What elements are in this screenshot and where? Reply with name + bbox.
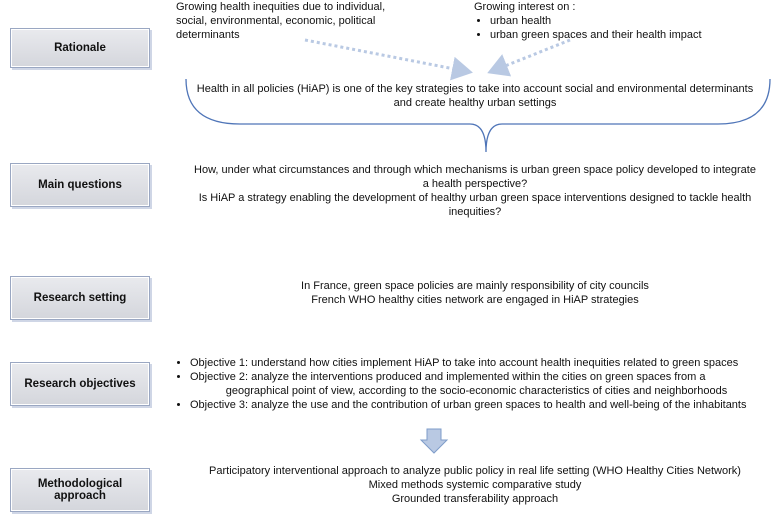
right-dotted-arrow	[490, 40, 570, 72]
inequities-note	[176, 0, 436, 42]
research-objectives-text	[174, 356, 779, 412]
setting-line: French WHO healthy cities network are engaged in HiAP strategies	[311, 294, 639, 306]
left-dotted-arrow	[305, 40, 470, 72]
main-questions-label: Main questions	[38, 179, 122, 191]
research-setting-box	[10, 276, 150, 320]
main-questions-box	[10, 163, 150, 207]
methodological-approach-label: Methodological approach	[37, 478, 123, 502]
method-line: Participatory interventional approach to analyze public policy in real life setting (WHO Healthy Cities Network)	[209, 465, 741, 477]
inequities-note-line: social, environmental, economic, political	[176, 15, 376, 27]
methodological-approach-text	[170, 464, 779, 506]
objective-item-line: Objective 2: analyze the interventions produced and implemented within the cities on green spaces from a	[190, 371, 706, 383]
hiap-line: and create healthy urban settings	[393, 97, 557, 109]
research-objectives-label: Research objectives	[24, 378, 136, 390]
setting-line: In France, green space policies are mainly responsibility of city councils	[301, 280, 649, 292]
rationale-box	[10, 28, 150, 68]
inequities-note-line: Growing health inequities due to individual,	[176, 1, 386, 13]
objective-item: • Objective 3: analyze the use and the contribution of urban green spaces to health and well-being of the inhabitants	[190, 398, 779, 412]
research-setting-text	[170, 279, 779, 307]
down-arrow	[421, 429, 447, 453]
method-line: Mixed methods systemic comparative study	[368, 479, 582, 491]
hiap-statement	[170, 82, 779, 110]
methodological-approach-box	[10, 468, 150, 512]
rationale-label: Rationale	[54, 42, 106, 54]
inequities-note-line: determinants	[176, 29, 240, 41]
objective-item: • Objective 1: understand how cities implement HiAP to take into account health inequities related to green spaces	[190, 356, 779, 370]
objective-item	[190, 370, 779, 398]
objective-item-continuation: geographical point of view, according to the socio-economic characteristics of cities and neighborhoods	[225, 385, 728, 397]
interest-list	[474, 14, 774, 42]
interest-title: Growing interest on :	[474, 1, 576, 13]
research-setting-label: Research setting	[33, 292, 127, 304]
objectives-list	[174, 356, 779, 412]
interest-item: • urban health	[490, 14, 774, 28]
interest-item: • urban green spaces and their health impact	[490, 28, 774, 42]
method-line: Grounded transferability approach	[391, 493, 559, 505]
question-line: How, under what circumstances and through which mechanisms is urban green space policy developed to integrate	[194, 164, 756, 176]
question-line: inequities?	[448, 206, 502, 218]
interest-note	[474, 0, 774, 42]
hiap-line: Health in all policies (HiAP) is one of the key strategies to take into account social and environmental determinants	[196, 83, 754, 95]
main-questions-text	[170, 163, 779, 219]
question-line: Is HiAP a strategy enabling the development of healthy urban green space interventions designed to tackle health	[198, 192, 752, 204]
research-objectives-box	[10, 362, 150, 406]
question-line: a health perspective?	[422, 178, 528, 190]
